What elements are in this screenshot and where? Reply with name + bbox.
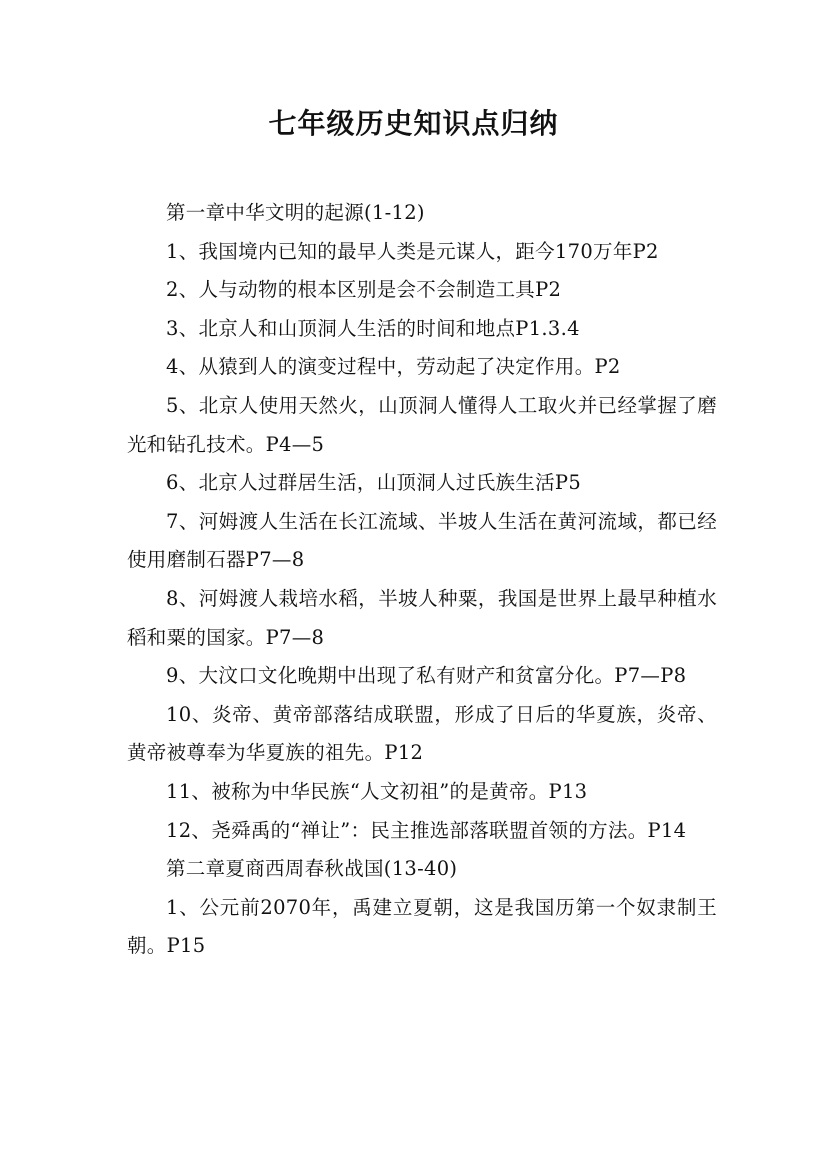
paragraph-1-1: 1、我国境内已知的最早人类是元谋人，距今170万年P2 (166, 239, 659, 263)
paragraph-1-5: 5、北京人使用天然火，山顶洞人懂得人工取火并已经掌握了磨光和钻孔技术。P4—5 (127, 393, 717, 456)
chapter-heading-1: 第一章中华文明的起源(1-12) (166, 201, 425, 224)
chapter-heading-2: 第二章夏商西周春秋战国(13-40) (166, 857, 458, 881)
paragraph-1-9: 9、大汶口文化晚期中出现了私有财产和贫富分化。P7—P8 (166, 664, 687, 688)
paragraph-1-11: 11、被称为中华民族“人文初祖”的是黄帝。P13 (166, 779, 588, 803)
document-body (127, 194, 717, 966)
document-title: 七年级历史知识点归纳 (268, 107, 559, 140)
paragraph-2-1: 1、公元前2070年，禹建立夏朝，这是我国历第一个奴隶制王朝。P15 (127, 895, 717, 958)
paragraph-1-8: 8、河姆渡人栽培水稻，半坡人种粟，我国是世界上最早种植水稻和粟的国家。P7—8 (127, 586, 717, 649)
paragraph-1-6: 6、北京人过群居生活，山顶洞人过氏族生活P5 (166, 471, 582, 495)
paragraph-1-12: 12、尧舜禹的“禅让”：民主推选部落联盟首领的方法。P14 (166, 818, 687, 842)
paragraph-1-2: 2、人与动物的根本区别是会不会制造工具P2 (166, 278, 562, 302)
paragraph-1-7: 7、河姆渡人生活在长江流域、半坡人生活在黄河流域，都已经使用磨制石器P7—8 (127, 509, 717, 572)
paragraph-1-3: 3、北京人和山顶洞人生活的时间和地点P1.3.4 (166, 316, 580, 340)
paragraph-1-10: 10、炎帝、黄帝部落结成联盟，形成了日后的华夏族，炎帝、黄帝被尊奉为华夏族的祖先。P12 (127, 702, 717, 765)
paragraph-1-4: 4、从猿到人的演变过程中，劳动起了决定作用。P2 (166, 355, 621, 379)
